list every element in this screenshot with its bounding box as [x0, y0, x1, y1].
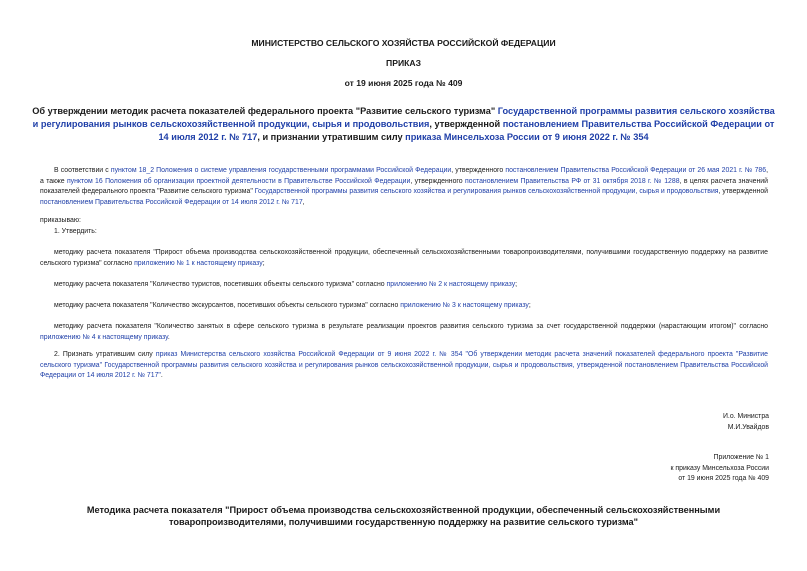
method-item-1 — [40, 248, 768, 269]
item-2-text: 2. Признать утратившим силу — [54, 351, 156, 358]
title-link-resolution-717[interactable]: постановлением Правительства Российской Федерации от 14 июля 2012 г. № 717 — [158, 119, 775, 142]
method-tail: ; — [528, 302, 531, 309]
title-text-3: , и признании утратившим силу — [257, 132, 406, 142]
preamble-text: , — [302, 198, 305, 206]
appendix-1-link[interactable]: приложению № 1 к настоящему приказу — [134, 259, 263, 267]
method-text: методику расчета показателя "Количество экскурсантов, посетивших объекты сельского туризма" согласно — [54, 302, 401, 309]
preamble-paragraph — [40, 166, 768, 208]
item-2-tail: . — [160, 372, 163, 380]
method-item-4 — [40, 322, 768, 343]
item-2-paragraph — [40, 350, 768, 382]
preamble-link-resolution-717[interactable]: постановлением Правительства Российской Федерации от 14 июля 2012 г. № 717 — [40, 198, 303, 206]
repealed-order-354-link[interactable]: приказ Министерства сельского хозяйства Российской Федерации от 9 июня 2022 г. № 354 "Об утверждении методик расчета значений показателей федерального проекта "Развитие сельского туризма" Государственной программы развития сельского хозяйства и регулирования рынков сельскохозяйственной продукции, сырья и продовольствия, утвержденной постановлением Правительства Российской Федерации от 14 июля 2012 г. № 717" — [40, 351, 768, 380]
preamble-link-clause-16[interactable]: пунктом 16 Положения об организации проектной деятельности в Правительстве Российской Федерации — [66, 177, 411, 185]
document-title — [30, 105, 777, 144]
preamble-link-clause-18-2[interactable]: пунктом 18_2 Положения о системе управления государственными программами Российской Федерации — [110, 167, 452, 174]
doc-type-heading: ПРИКАЗ — [386, 58, 421, 68]
method-text: методику расчета показателя "Количество занятых в сфере сельского туризма в результате реализации проектов развития сельского туризма за счет государственной поддержки (нарастающим итогом)" согласно — [54, 323, 768, 330]
appendix-reference: к приказу Минсельхоза России — [670, 464, 769, 472]
preamble-text: В соответствии с — [54, 167, 111, 174]
title-link-state-program[interactable]: Государственной программы развития сельского хозяйства и регулирования рынков сельскохозяйственной продукции, сырья и продовольствия — [32, 106, 775, 129]
method-text: методику расчета показателя "Количество туристов, посетивших объекты сельского туризма" согласно — [54, 281, 387, 288]
item-1-text: 1. Утвердить: — [54, 228, 97, 235]
title-link-order-354[interactable]: приказа Минсельхоза России от 9 июня 2022 г. № 354 — [405, 132, 649, 142]
preamble-text: , утвержденной — [718, 188, 769, 196]
signatory-position: И.о. Министра — [722, 413, 769, 420]
appendix-date: от 19 июня 2025 года № 409 — [678, 475, 769, 483]
preamble-text: , утвержденного — [451, 167, 506, 174]
method-tail: ; — [515, 281, 518, 288]
preamble-link-state-program[interactable]: Государственной программы развития сельского хозяйства и регулирования рынков сельскохозяйственной продукции, сырья и продовольствия — [254, 188, 719, 196]
orders-text: приказываю: — [40, 217, 81, 224]
signatory-name: М.И.Увайдов — [727, 423, 769, 431]
appendix-number: Приложение № 1 — [713, 454, 769, 461]
appendix-4-link[interactable]: приложению № 4 к настоящему приказу — [40, 333, 168, 341]
signature-block — [723, 412, 769, 433]
preamble-text: , утвержденного — [410, 177, 465, 185]
doc-date-number: от 19 июня 2025 года № 409 — [344, 78, 463, 88]
method-item-3 — [40, 301, 768, 312]
appendix-3-link[interactable]: приложению № 3 к настоящему приказу — [400, 302, 529, 309]
method-tail: . — [167, 333, 170, 341]
method-text: методику расчета показателя "Прирост объема производства сельскохозяйственной продукции, обеспеченный сельскохозяйственными товаропроизводителями, получившими государственную поддержку на развитие сельского туризма" согласно — [40, 249, 768, 267]
title-text-1: Об утверждении методик расчета показателей федерального проекта "Развитие сельского туризма" — [32, 106, 498, 116]
method-item-2 — [40, 280, 768, 291]
title-text-2: , утвержденной — [429, 119, 503, 129]
preamble-link-resolution-1288[interactable]: постановлением Правительства РФ от 31 октября 2018 г. № 1288 — [465, 177, 680, 185]
preamble-text: , а также — [40, 167, 768, 185]
ministry-heading: МИНИСТЕРСТВО СЕЛЬСКОГО ХОЗЯЙСТВА РОССИЙСКОЙ ФЕДЕРАЦИИ — [251, 38, 556, 48]
preamble-link-resolution-786[interactable]: постановлением Правительства Российской Федерации от 26 мая 2021 г. № 786 — [505, 167, 767, 174]
methodology-title: Методика расчета показателя "Прирост объема производства сельскохозяйственной продукции, обеспеченный сельскохозяйственными товаропроизводителями, получившими государственную поддержку на развитие сельского туризма" — [86, 505, 721, 527]
appendix-header — [670, 453, 769, 485]
preamble-text: , в целях расчета значений показателей федерального проекта "Развитие сельского туризма" — [40, 177, 768, 196]
method-tail: ; — [262, 259, 265, 267]
appendix-2-link[interactable]: приложению № 2 к настоящему приказу — [386, 281, 516, 288]
